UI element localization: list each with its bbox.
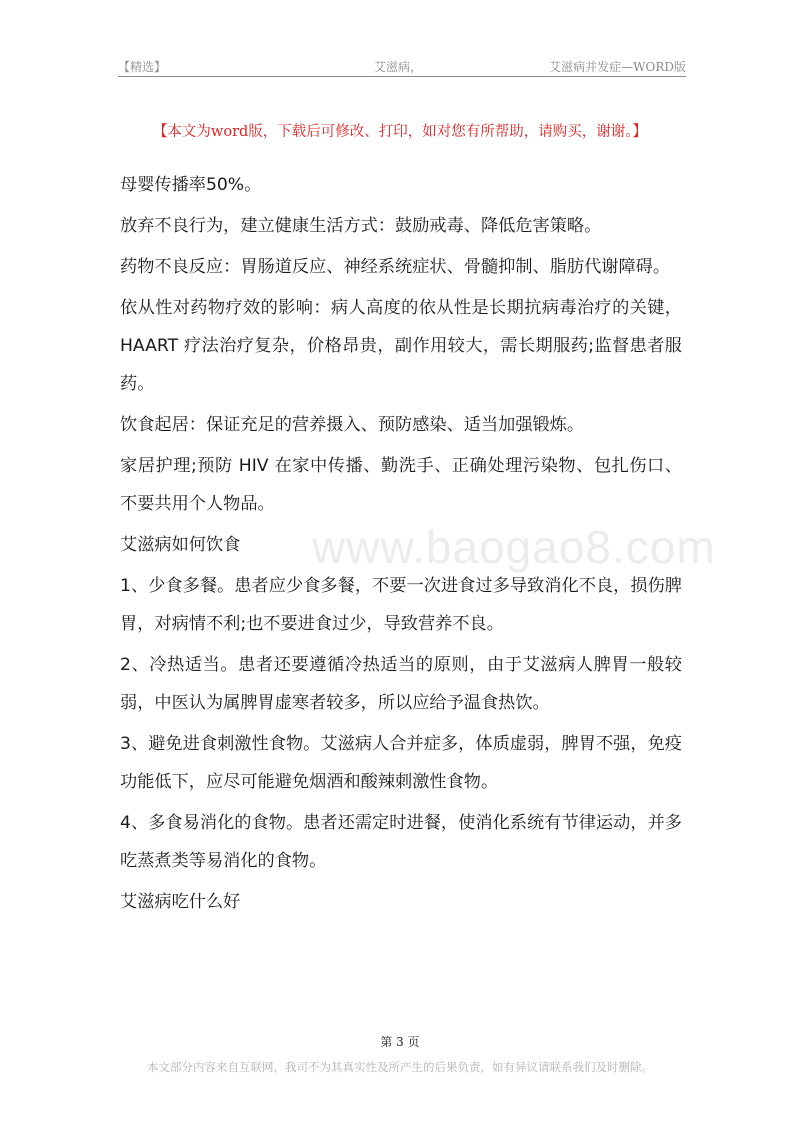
paragraph: 家居护理;预防 HIV 在家中传播、勤洗手、正确处理污染物、包扎伤口、不要共用个人物品。 (120, 456, 682, 514)
paragraph: 药物不良反应：胃肠道反应、神经系统症状、骨髓抑制、脂肪代谢障碍。 (120, 257, 671, 277)
download-notice: 【本文为word版，下载后可修改、打印，如对您有所帮助，请购买，谢谢。】 (152, 124, 648, 140)
paragraph: 3、避免进食刺激性食物。艾滋病人合并症多，体质虚弱，脾胃不强，免疫功能低下，应尽可能避免烟酒和酸辣刺激性食物。 (120, 734, 682, 792)
paragraph: 放弃不良行为，建立健康生活方式：鼓励戒毒、降低危害策略。 (120, 216, 602, 236)
watermark: www.baogao8.com (312, 521, 716, 573)
paragraph: 依从性对药物疗效的影响：病人高度的依从性是长期抗病毒治疗的关键， HAART 疗法治疗复杂，价格昂贵，副作用较大，需长期服药;监督患者服药。 (120, 298, 682, 394)
header-left-label: 【精选】 (118, 60, 167, 74)
paragraph: 1、少食多餐。患者应少食多餐，不要一次进食过多导致消化不良，损伤脾胃，对病情不利;也不要进食过少，导致营养不良。 (120, 576, 682, 634)
document-body (120, 166, 682, 921)
paragraph: 母婴传播率50%。 (120, 175, 262, 195)
paragraph: 饮食起居：保证充足的营养摄入、预防感染、适当加强锻炼。 (120, 415, 585, 435)
page-number: 第 3 页 (380, 1035, 420, 1049)
page-header (118, 52, 686, 77)
section-heading: 艾滋病如何饮食 (120, 535, 241, 555)
footer-disclaimer: 本文部分内容来自互联网，我司不为其真实性及所产生的后果负责，如有异议请联系我们及时删除。 (147, 1060, 653, 1074)
header-right-label: 艾滋病并发症—WORD版 (549, 60, 686, 74)
paragraph: 4、多食易消化的食物。患者还需定时进餐，使消化系统有节律运动，并多吃蒸煮类等易消化的食物。 (120, 813, 682, 871)
paragraph: 2、冷热适当。患者还要遵循冷热适当的原则，由于艾滋病人脾胃一般较弱，中医认为属脾胃虚寒者较多，所以应给予温食热饮。 (120, 655, 682, 713)
header-center-label: 艾滋病， (374, 60, 423, 74)
section-heading: 艾滋病吃什么好 (120, 892, 241, 912)
